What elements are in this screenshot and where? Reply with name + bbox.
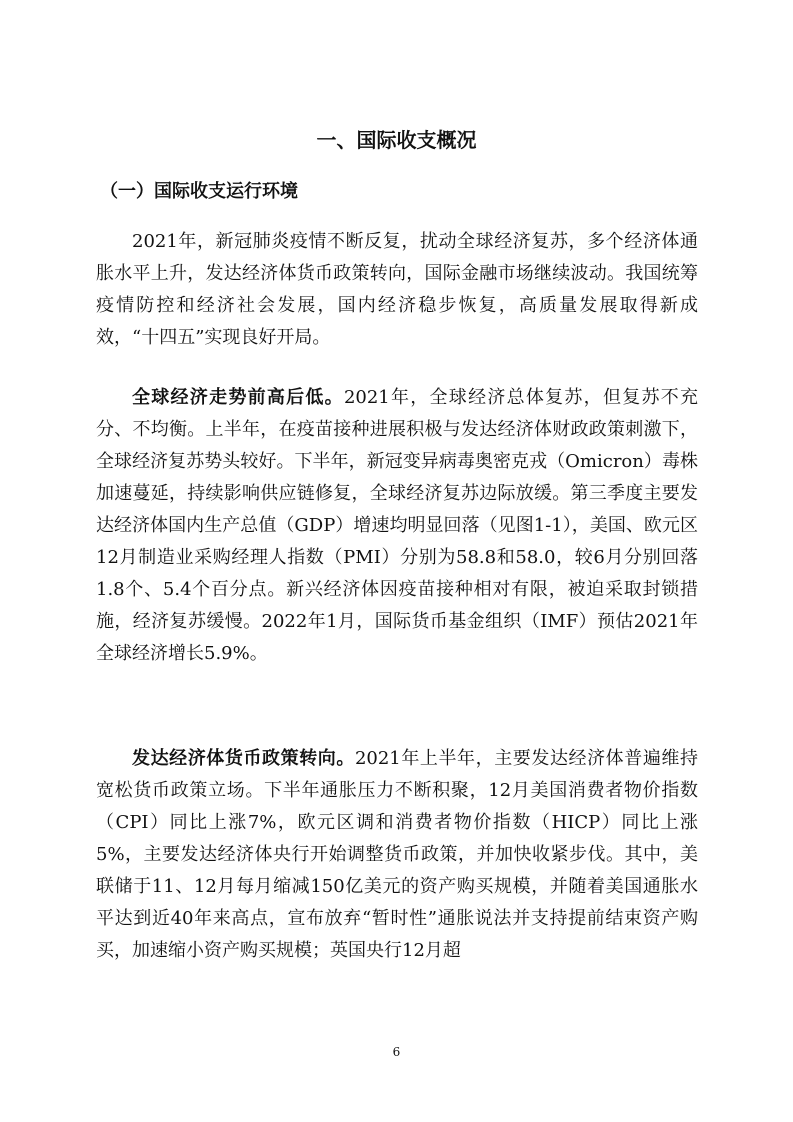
page-number: 6 xyxy=(392,1045,401,1059)
paragraph-monetary-policy xyxy=(96,743,698,967)
paragraph-environment-overview xyxy=(96,226,698,354)
paragraph-body: 2021年上半年，主要发达经济体普遍维持宽松货币政策立场。下半年通胀压力不断积聚，12月美国消费者物价指数（CPI）同比上涨7%，欧元区调和消费者物价指数（HICP）同比上涨5%，主要发达经济体央行开始调整货币政策，并加快收紧步伐。其中，美联储于11、12月每月缩减150亿美元的资产购买规模，并随着美国通胀水平达到近40年来高点，宣布放弃“暂时性”通胀说法并支持提前结束资产购买，加速缩小资产购买规模；英国央行12月超 xyxy=(96,748,698,961)
paragraph-lead: 发达经济体货币政策转向。 xyxy=(132,748,355,769)
subsection-title: （一）国际收支运行环境 xyxy=(100,181,298,202)
paragraph-body: 2021年，全球经济总体复苏，但复苏不充分、不均衡。上半年，在疫苗接种进展积极与发达经济体财政政策刺激下，全球经济复苏势头较好。下半年，新冠变异病毒奥密克戎（Omicron）毒株加速蔓延，持续影响供应链修复，全球经济复苏边际放缓。第三季度主要发达经济体国内生产总值（GDP）增速均明显回落（见图1-1），美国、欧元区12月制造业采购经理人指数（PMI）分别为58.8和58.0，较6月分别回落1.8个、5.4个百分点。新兴经济体因疫苗接种相对有限，被迫采取封锁措施，经济复苏缓慢。2022年1月，国际货币基金组织（IMF）预估2021年全球经济增长5.9%。 xyxy=(96,387,699,664)
section-title: 一、国际收支概况 xyxy=(316,128,477,152)
paragraph-lead: 全球经济走势前高后低。 xyxy=(132,387,344,408)
paragraph-global-economy xyxy=(96,382,698,670)
paragraph-body: 2021年，新冠肺炎疫情不断反复，扰动全球经济复苏，多个经济体通胀水平上升，发达经济体货币政策转向，国际金融市场继续波动。我国统筹疫情防控和经济社会发展，国内经济稳步恢复，高质量发展取得新成效，“十四五”实现良好开局。 xyxy=(96,231,698,348)
